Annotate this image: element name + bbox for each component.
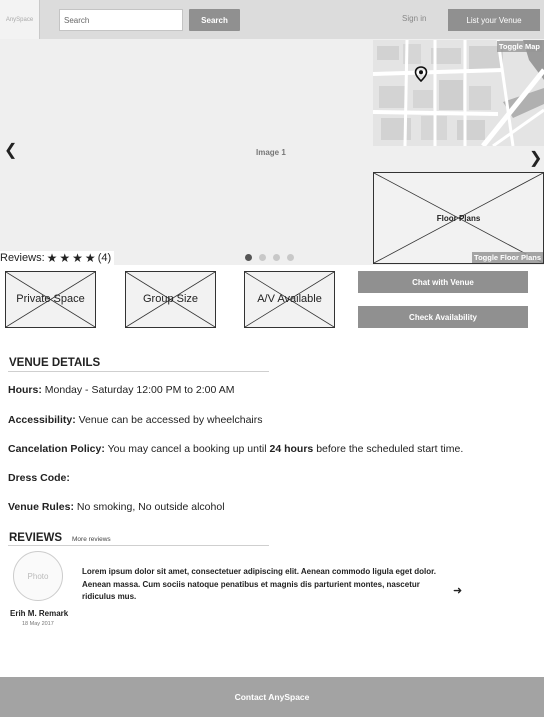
pagination-dot[interactable] — [245, 254, 252, 261]
accessibility-value: Venue can be accessed by wheelchairs — [78, 414, 263, 426]
toggle-map-button[interactable]: Toggle Map — [498, 42, 540, 51]
venue-rules-value: No smoking, No outside alcohol — [76, 501, 225, 513]
top-nav-bar — [0, 0, 544, 39]
gallery-prev-icon[interactable]: ❮ — [4, 142, 18, 159]
review-date: 18 May 2017 — [22, 621, 54, 627]
next-review-arrow-icon[interactable]: ➜ — [453, 585, 463, 597]
venue-rules-row — [8, 501, 225, 513]
hours-row — [8, 384, 234, 396]
floor-plans-panel[interactable] — [373, 172, 544, 264]
gallery-image-label: Image 1 — [256, 148, 286, 157]
feature-label: Group Size — [142, 293, 199, 305]
hours-value: Monday - Saturday 12:00 PM to 2:00 AM — [44, 384, 235, 396]
reviews-heading: REVIEWS — [9, 532, 63, 544]
feature-private-space — [5, 271, 96, 328]
cancelation-text-end: before the scheduled start time. — [316, 443, 464, 455]
venue-details-heading: VENUE DETAILS — [9, 357, 101, 369]
map-pin-icon — [414, 66, 428, 87]
floor-plans-label: Floor Plans — [436, 214, 481, 223]
reviews-summary[interactable] — [0, 251, 114, 265]
reviews-count: (4) — [97, 252, 112, 264]
gallery-pagination — [245, 254, 294, 261]
reviews-summary-label: Reviews: — [0, 252, 45, 264]
star-icon: ★ — [84, 251, 96, 265]
feature-group-size — [125, 271, 216, 328]
feature-av-available — [244, 271, 335, 328]
gallery-next-icon[interactable]: ❯ — [529, 150, 543, 167]
cancelation-text: You may cancel a booking up until — [107, 443, 267, 455]
cancelation-label: Cancelation Policy: — [8, 443, 105, 455]
review-text: Lorem ipsum dolor sit amet, consectetuer adipiscing elit. Aenean commodo ligula eget dolor. Aenean massa. Cum sociis natoque penatibus et magnis dis parturient montes, nascetur ridiculus mus. — [82, 567, 436, 601]
pagination-dot[interactable] — [273, 254, 280, 261]
check-availability-button[interactable]: Check Availability — [358, 306, 528, 328]
pagination-dot[interactable] — [259, 254, 266, 261]
search-input[interactable] — [59, 9, 183, 31]
logo[interactable]: AnySpace — [0, 0, 40, 39]
cancelation-policy-row — [8, 443, 463, 455]
section-divider — [8, 545, 269, 546]
hours-label: Hours: — [8, 384, 42, 396]
cancelation-hours: 24 hours — [269, 443, 314, 455]
list-venue-button[interactable]: List your Venue — [448, 9, 540, 31]
accessibility-row — [8, 414, 263, 426]
chat-with-venue-button[interactable]: Chat with Venue — [358, 271, 528, 293]
map-thumbnail[interactable] — [373, 40, 544, 146]
feature-label: A/V Available — [257, 293, 322, 305]
reviewer-name: Erih M. Remark — [10, 609, 69, 618]
dress-code-row — [8, 472, 70, 484]
pagination-dot[interactable] — [287, 254, 294, 261]
accessibility-label: Accessibility: — [8, 414, 76, 426]
more-reviews-link[interactable]: More reviews — [72, 536, 111, 543]
section-divider — [8, 371, 269, 372]
contact-link[interactable]: Contact AnySpace — [234, 692, 310, 702]
star-icon: ★ — [72, 251, 83, 265]
star-icon: ★ — [46, 251, 58, 265]
contact-footer[interactable] — [0, 677, 544, 717]
feature-label: Private Space — [16, 293, 85, 305]
search-button[interactable]: Search — [189, 9, 240, 31]
reviewer-photo: Photo — [13, 551, 63, 601]
dress-code-label: Dress Code: — [8, 472, 70, 484]
sign-in-link[interactable]: Sign in — [402, 14, 427, 23]
star-icon: ★ — [59, 251, 71, 265]
venue-rules-label: Venue Rules: — [8, 501, 74, 513]
toggle-floor-plans-button[interactable]: Toggle Floor Plans — [474, 253, 541, 262]
